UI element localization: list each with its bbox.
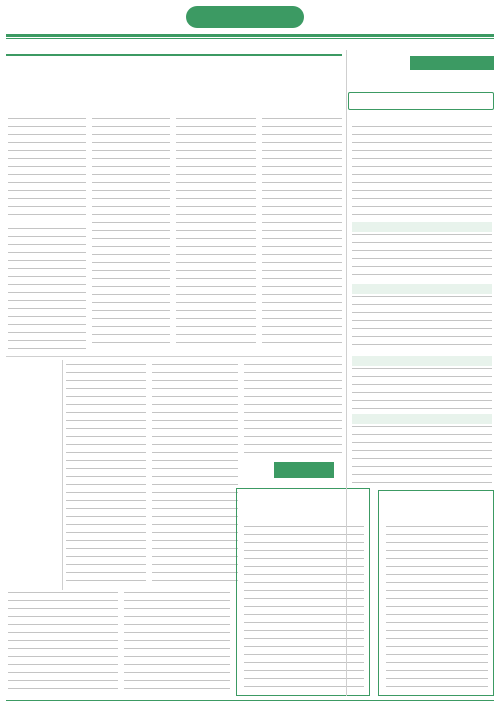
feature-tag	[274, 462, 334, 478]
footer-credits	[8, 702, 492, 714]
right-subhead-3	[352, 356, 492, 366]
article-column-4	[262, 118, 342, 350]
subhead-2	[92, 226, 170, 236]
poem-title	[388, 496, 486, 512]
subhead-8	[8, 236, 86, 246]
lower-column-1	[66, 364, 146, 584]
page-number	[482, 4, 498, 30]
main-headline	[60, 62, 310, 96]
headline-rule	[6, 54, 342, 56]
article-column-1	[8, 118, 86, 222]
right-subhead-2	[352, 284, 492, 294]
masthead-rule-thin	[6, 38, 494, 39]
right-body-1	[352, 126, 492, 218]
right-subhead-4	[352, 414, 492, 424]
lower-column-3	[244, 364, 342, 456]
main-byline	[150, 100, 270, 112]
right-byline	[394, 112, 454, 122]
right-title	[348, 92, 494, 110]
section-divider	[6, 356, 342, 357]
column-divider-right	[346, 50, 347, 696]
section-label	[186, 6, 304, 28]
bottom-column-2	[124, 592, 230, 696]
article-column-3	[176, 118, 256, 350]
poem-body	[386, 526, 488, 692]
poem-byline	[420, 512, 460, 522]
bottom-column-1	[8, 592, 118, 696]
calligraphy-artwork	[6, 366, 60, 586]
subhead-3	[92, 314, 170, 324]
column-divider-left	[62, 360, 63, 590]
article-column-1b	[8, 228, 86, 350]
right-tag	[410, 56, 494, 70]
right-subhead-1	[352, 222, 492, 232]
subhead-7	[262, 330, 342, 340]
issue-date	[392, 8, 480, 28]
subhead-6	[262, 270, 342, 280]
lower-column-2	[152, 364, 238, 584]
subhead-1	[8, 120, 86, 130]
right-body-5	[352, 426, 492, 486]
footer-rule	[6, 700, 494, 701]
calligraphy-signature	[40, 420, 60, 460]
right-body-2	[352, 234, 492, 280]
subhead-5	[176, 294, 256, 304]
newspaper-logo	[8, 4, 98, 32]
right-body-4	[352, 368, 492, 410]
subhead-4	[176, 204, 256, 214]
right-body-3	[352, 296, 492, 352]
masthead-rule	[6, 34, 494, 37]
